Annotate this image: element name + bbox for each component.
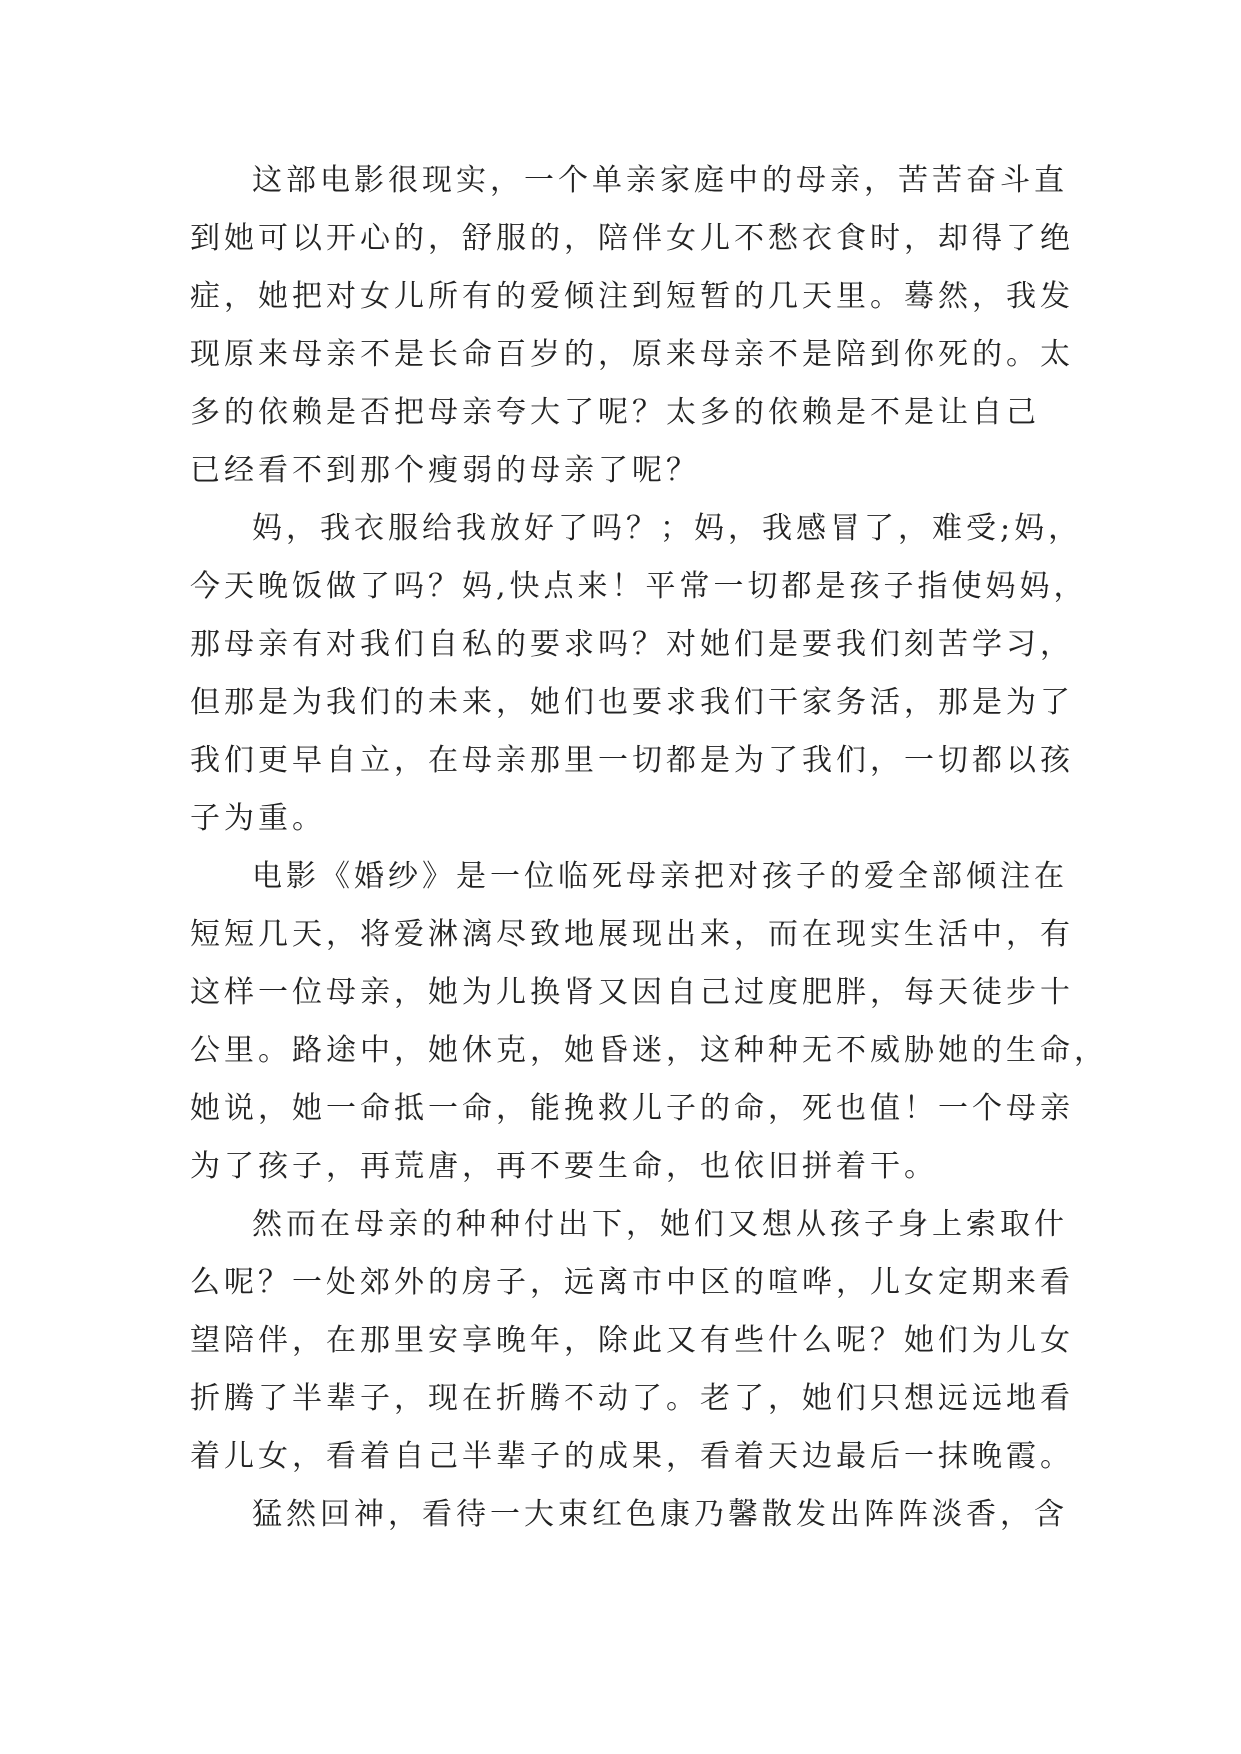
paragraph-2-line-5: 我们更早自立，在母亲那里一切都是为了我们，一切都以孩 [190, 743, 1074, 778]
paragraph-3-line-3: 这样一位母亲，她为儿换肾又因自己过度肥胖，每天徒步十 [190, 975, 1074, 1010]
paragraph-2-line-4: 但那是为我们的未来，她们也要求我们干家务活，那是为了 [190, 685, 1074, 720]
paragraph-1-line-3: 症，她把对女儿所有的爱倾注到短暂的几天里。蓦然，我发 [190, 279, 1074, 314]
paragraph-4-line-3: 望陪伴，在那里安享晚年，除此又有些什么呢？她们为儿女 [190, 1323, 1074, 1358]
paragraph-3-line-4: 公里。路途中，她休克，她昏迷，这种种无不威胁她的生命， [190, 1033, 1108, 1068]
paragraph-3-line-2: 短短几天，将爱淋漓尽致地展现出来，而在现实生活中，有 [190, 917, 1074, 952]
paragraph-3-line-5: 她说，她一命抵一命，能挽救儿子的命，死也值！一个母亲 [190, 1091, 1074, 1126]
paragraph-2-line-3: 那母亲有对我们自私的要求吗？对她们是要我们刻苦学习， [190, 627, 1074, 662]
paragraph-4-line-5: 着儿女，看着自己半辈子的成果，看着天边最后一抹晚霞。 [190, 1439, 1074, 1474]
paragraph-1-line-2: 到她可以开心的，舒服的，陪伴女儿不愁衣食时，却得了绝 [190, 221, 1074, 256]
paragraph-2-line-1: 妈，我衣服给我放好了吗？；妈，我感冒了，难受;妈， [252, 511, 1083, 546]
paragraph-5-line-1: 猛然回神，看待一大束红色康乃馨散发出阵阵淡香，含 [252, 1497, 1068, 1532]
paragraph-2-line-6: 子为重。 [190, 801, 326, 836]
paragraph-1-line-5: 多的依赖是否把母亲夸大了呢？太多的依赖是不是让自己 [190, 395, 1040, 430]
paragraph-4-line-2: 么呢？一处郊外的房子，远离市中区的喧哗，儿女定期来看 [190, 1265, 1074, 1300]
paragraph-3-line-6: 为了孩子，再荒唐，再不要生命，也依旧拼着干。 [190, 1149, 938, 1184]
paragraph-1-line-4: 现原来母亲不是长命百岁的，原来母亲不是陪到你死的。太 [190, 337, 1074, 372]
paragraph-1-line-1: 这部电影很现实，一个单亲家庭中的母亲，苦苦奋斗直 [252, 163, 1068, 198]
paragraph-1-line-6: 已经看不到那个瘦弱的母亲了呢？ [190, 453, 700, 488]
paragraph-4-line-1: 然而在母亲的种种付出下，她们又想从孩子身上索取什 [252, 1207, 1068, 1242]
paragraph-3-line-1: 电影《婚纱》是一位临死母亲把对孩子的爱全部倾注在 [252, 859, 1068, 894]
document-body [190, 152, 1108, 1544]
paragraph-4-line-4: 折腾了半辈子，现在折腾不动了。老了，她们只想远远地看 [190, 1381, 1074, 1416]
paragraph-2-line-2: 今天晚饭做了吗？妈,快点来！平常一切都是孩子指使妈妈， [190, 569, 1088, 604]
